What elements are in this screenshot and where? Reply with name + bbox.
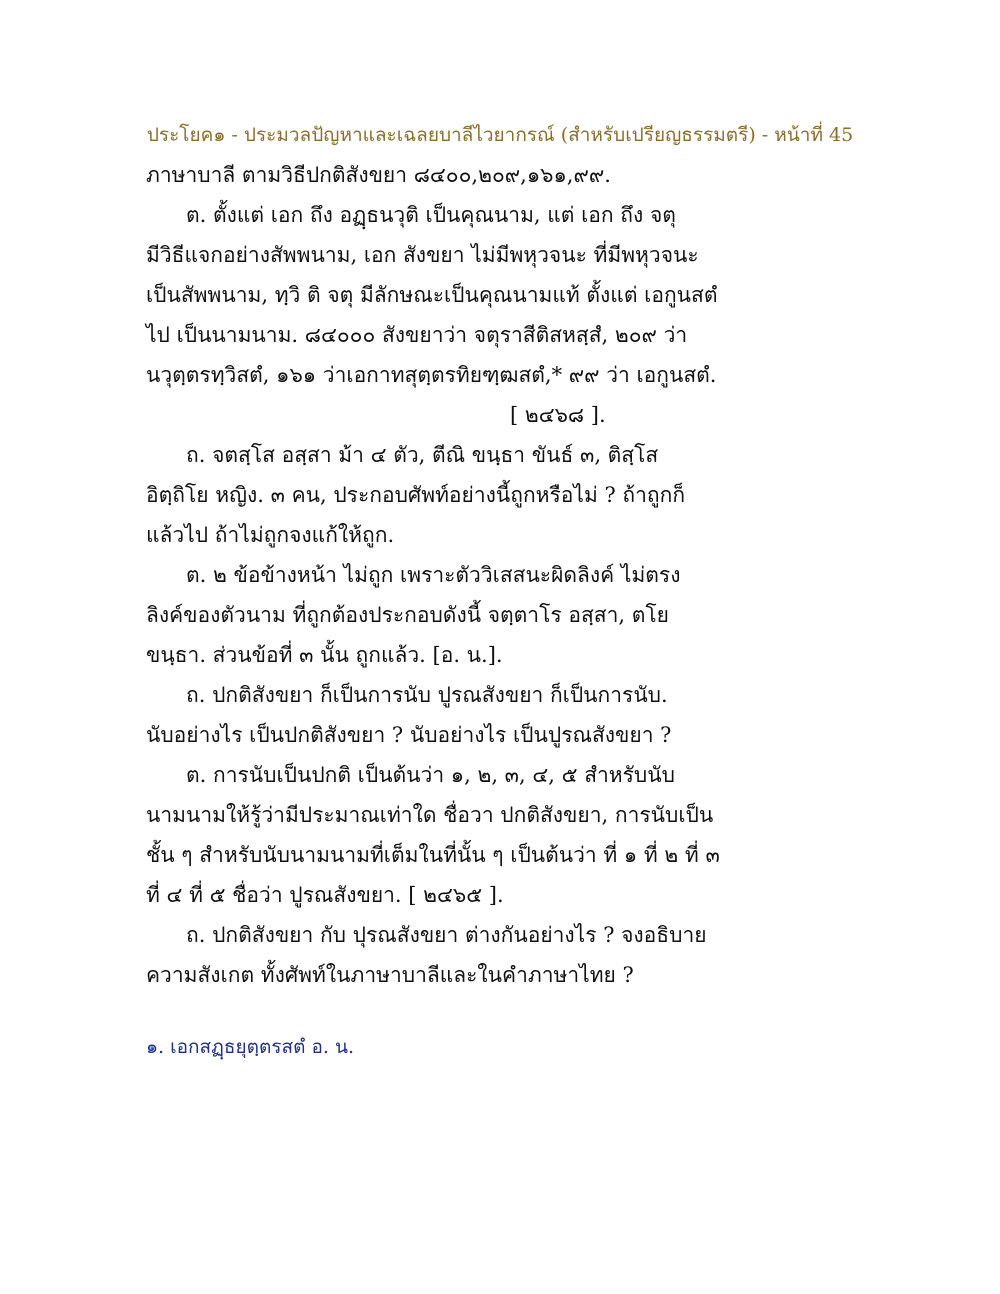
- body-line-6: นวุตฺตรทฺวิสตํ, ๑๖๑ ว่าเอกาทสุตฺตรทิยฑฺฒสตํ,* ๙๙ ว่า เอกูนสตํ.: [146, 363, 717, 387]
- body-line-21: ความสังเกต ทั้งศัพท์ในภาษาบาลีและในคำภาษาไทย ?: [146, 963, 634, 987]
- body-line-14: ถ. ปกติสังขยา ก็เป็นการนับ ปูรณสังขยา ก็เป็นการนับ.: [186, 683, 668, 707]
- body-line-17: นามนามให้รู้ว่ามีประมาณเท่าใด ชื่อวา ปกติสังขยา, การนับเป็น: [146, 803, 714, 827]
- body-line-20: ถ. ปกติสังขยา กับ ปุรณสังขยา ต่างกันอย่างไร ? จงอธิบาย: [186, 923, 707, 947]
- body-line-4: เป็นสัพพนาม, ทฺวิ ติ จตุ มีลักษณะเป็นคุณนามแท้ ตั้งแต่ เอกูนสตํ: [146, 283, 718, 307]
- body-line-9: อิตฺถิโย หญิง. ๓ คน, ประกอบศัพท์อย่างนี้ถูกหรือไม่ ? ถ้าถูกก็: [146, 483, 686, 507]
- body-line-15: นับอย่างไร เป็นปกติสังขยา ? นับอย่างไร เป็นปูรณสังขยา ?: [146, 723, 672, 747]
- body-line-8: ถ. จตสฺโส อสฺสา ม้า ๔ ตัว, ตีณิ ขนฺธา ขันธ์ ๓, ติสฺโส: [186, 443, 659, 467]
- body-line-5: ไป เป็นนามนาม. ๘๔๐๐๐ สังขยาว่า จตุราสีติสหสฺสํ, ๒๐๙ ว่า: [146, 323, 688, 347]
- body-line-10: แล้วไป ถ้าไม่ถูกจงแก้ให้ถูก.: [146, 523, 395, 547]
- body-line-18: ชั้น ๆ สำหรับนับนามนามที่เต็มในที่นั้น ๆ เป็นต้นว่า ที่ ๑ ที่ ๒ ที่ ๓: [146, 843, 720, 867]
- body-line-2: ต. ตั้งแต่ เอก ถึง อฏฺธนวุติ เป็นคุณนาม, แต่ เอก ถึง จตุ: [186, 203, 676, 227]
- page-header: ประโยค๑ - ประมวลปัญหาและเฉลยบาลีไวยากรณ์ (สำหรับเปรียญธรรมตรี) - หน้าที่ 45: [146, 124, 854, 146]
- body-line-19: ที่ ๔ ที่ ๕ ชื่อว่า ปูรณสังขยา. [ ๒๔๖๕ ].: [146, 883, 504, 907]
- body-line-11: ต. ๒ ข้อข้างหน้า ไม่ถูก เพราะตัววิเสสนะผิดลิงค์ ไม่ตรง: [186, 563, 681, 587]
- body-line-3: มีวิธีแจกอย่างสัพพนาม, เอก สังขยา ไม่มีพหุวจนะ ที่มีพหุวจนะ: [146, 243, 699, 267]
- body-line-13: ขนฺธา. ส่วนข้อที่ ๓ นั้น ถูกแล้ว. [อ. น.].: [146, 643, 503, 667]
- body-line-12: ลิงค์ของตัวนาม ที่ถูกต้องประกอบดังนี้ จตฺตาโร อสฺสา, ตโย: [146, 603, 669, 627]
- body-line-1: ภาษาบาลี ตามวิธีปกติสังขยา ๘๔๐๐,๒๐๙,๑๖๑,๙๙.: [146, 163, 611, 187]
- footnote: ๑. เอกสฏฺธยุตฺตรสตํ อ. น.: [146, 1036, 355, 1058]
- year-reference: [ ๒๔๖๘ ].: [510, 403, 606, 427]
- body-line-16: ต. การนับเป็นปกติ เป็นต้นว่า ๑, ๒, ๓, ๔, ๕ สำหรับนับ: [186, 763, 675, 787]
